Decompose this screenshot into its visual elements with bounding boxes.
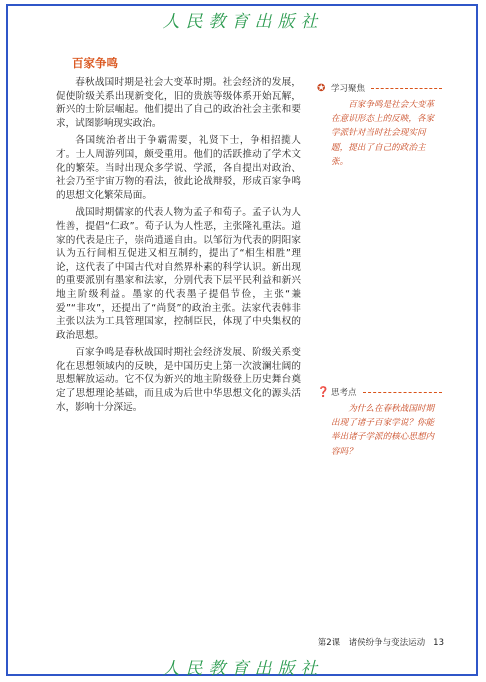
think-label: 思考点 (331, 388, 357, 398)
think-box (317, 386, 442, 459)
publisher-header: 人民教育出版社 (162, 12, 324, 32)
paragraph: 各国统治者出于争霸需要，礼贤下士，争相招揽人才。士人周游列国，颇受重用。他们的活跃推动了学术文化的繁荣。当时出现众多学说、学派，各自提出对政治、社会乃至宇宙万物的看法，彼此论战辩驳，形成百家争鸣的思想文化繁荣局面。 (56, 135, 301, 201)
publisher-footer: 人民教育出版社 (162, 659, 324, 679)
study-tip-box (317, 82, 442, 169)
think-header (317, 386, 442, 398)
question-icon: ❓ (317, 386, 330, 398)
page-number: 13 (433, 638, 444, 648)
section-title: 百家争鸣 (72, 56, 118, 70)
think-text: 为什么在春秋战国时期出现了诸子百家学说？你能举出诸子学派的核心思想内容吗？ (331, 404, 435, 457)
study-tip-header (317, 82, 442, 94)
chapter-title: 第2课 诸侯纷争与变法运动 (317, 638, 426, 648)
paragraph: 战国时期儒家的代表人物为孟子和荀子。孟子认为人性善，提倡“仁政”。荀子认为人性恶，主张隆礼重法。道家的代表是庄子，崇尚逍遥自由。以邹衍为代表的阴阳家认为五行间相互促进又相互制约，提出了“相生相胜”理论，这代表了中国古代对自然界朴素的科学认识。新出现的重要派别有墨家和法家，分别代表下层平民利益和新兴地主阶级利益。墨家的代表墨子提倡节俭，主张“兼爱”“非攻”，还提出了“尚贤”的政治主张。法家代表韩非主张以法为工具管理国家，控制臣民，体现了中央集权的政治思想。 (56, 207, 301, 341)
paragraph: 百家争鸣是春秋战国时期社会经济发展、阶级关系变化在思想领域内的反映，是中国历史上第一次波澜壮阔的思想解放运动。它不仅为新兴的地主阶级登上历史舞台奠定了思想理论基础，而且成为后世中华思想文化的源头活水，影响十分深远。 (56, 347, 301, 413)
divider (363, 392, 442, 393)
paragraph: 春秋战国时期是社会大变革时期。社会经济的发展，促使阶级关系出现新变化，旧的贵族等级体系开始瓦解，新兴的士阶层崛起。他们提出了自己的政治社会主张和要求，试图影响现实政治。 (56, 77, 301, 129)
page-footer (318, 636, 444, 648)
study-tip-label: 学习聚焦 (331, 84, 366, 94)
study-tip-text: 百家争鸣是社会大变革在意识形态上的反映，各家学派针对当时社会现实问题，提出了自己的政治主张。 (331, 100, 435, 167)
divider (371, 88, 442, 89)
target-icon: ✪ (317, 82, 326, 94)
main-text (56, 76, 301, 418)
